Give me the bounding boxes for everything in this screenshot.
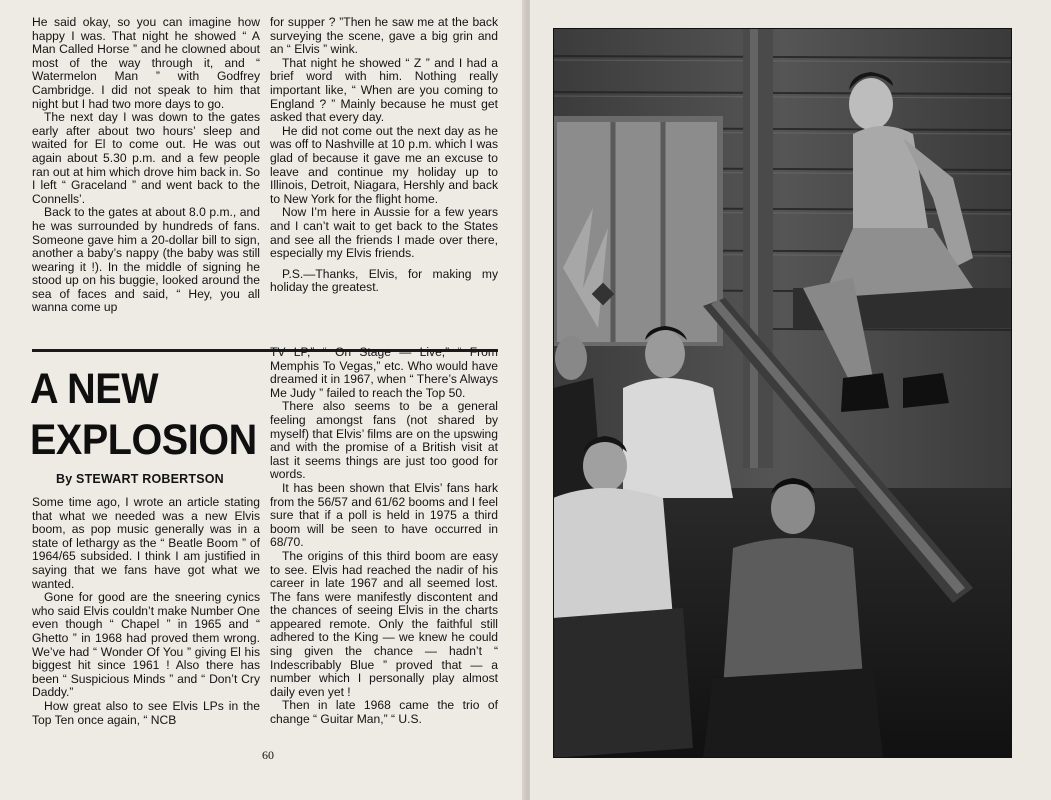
article-column-1 [32, 16, 260, 315]
article-headline [30, 364, 257, 466]
paragraph: Now I’m here in Aussie for a few years and I can’t wait to get back to the States and see all the friends I made over there, especially my Elvis friends. [270, 205, 498, 261]
paragraph: He said okay, so you can imagine how happy I was. That night he showed “ A Man Called Horse ” and he clowned about most of the way through it, and “ Watermelon Man ” with Godfrey Cambridge. I did not speak to him that night but I had two more days to go. [32, 15, 260, 111]
paragraph: He did not come out the next day as he was off to Nashville at 10 p.m. which I was glad of because it gave me an excuse to leave and continue my holiday up to Illinois, Detroit, Niagara, Hershly and back to New York for the flight home. [270, 123, 498, 206]
paragraph: That night he showed “ Z ” and I had a brief word with him. Nothing really important like, “ When are you coming to England ? ” Mainly because he must get asked that every day. [270, 55, 498, 125]
paragraph: It has been shown that Elvis’ fans hark from the 56/57 and 61/62 booms and I feel sure that if a poll is held in 1975 a third boom will be seen to have occurred in 68/70. [270, 480, 498, 550]
paragraph: The next day I was down to the gates early after about two hours’ sleep and waited for El to come out. He was out again about 5.30 p.m. and a few people ran out at him which drove him back in. So I left “ Graceland ” and went back to the Connells’. [32, 110, 260, 206]
paragraph: How great also to see Elvis LPs in the Top Ten once again, “ NCB [32, 698, 260, 727]
page-number: 60 [262, 748, 274, 762]
photo-illustration [553, 28, 1012, 758]
article-column-3 [32, 496, 260, 727]
paragraph: for supper ? ”Then he saw me at the back surveying the scene, gave a big grin and an “ Elvis ” wink. [270, 15, 498, 57]
paragraph: Then in late 1968 came the trio of change “ Guitar Man,” “ U.S. [270, 698, 498, 727]
byline: By STEWART ROBERTSON [56, 472, 224, 486]
black-and-white-photograph [553, 28, 1012, 758]
paragraph: Some time ago, I wrote an article stating that what we needed was a new Elvis boom, as pop music generally was in a state of lethargy as the “ Beatle Boom ” of 1964/65 subsided. I think I am justified in saying that we fans have got what we wanted. [32, 495, 260, 591]
paragraph: There also seems to be a general feeling amongst fans (not shared by myself) that Elvis’ films are on the upswing and with the promise of a British visit at last it seems things are just too good for words. [270, 399, 498, 482]
headline-line-1: A NEW [30, 365, 159, 413]
paragraph: Back to the gates at about 8.0 p.m., and he was surrounded by hundreds of fans. Someone gave him a 20-dollar bill to sign, another a baby’s nappy (the baby was still wearing it !). In the middle of signing he stood up on his buggie, looked around the sea of faces and said, “ Hey, you all wanna come up [32, 205, 260, 315]
paragraph: The origins of this third boom are easy to see. Elvis had reached the nadir of his career in late 1967 and all seemed lost. The fans were manifestly discontent and the chances of seeing Elvis in the charts appeared remote. Only the faithful still adhered to the King — we knew he could sing given the chance — hadn’t “ Indescribably Blue ” proved that — a number which I personally play almost daily even yet ! [270, 548, 498, 699]
postscript: P.S.—Thanks, Elvis, for making my holiday the greatest. [270, 266, 498, 295]
headline-line-2: EXPLOSION [30, 416, 257, 464]
article-column-4 [270, 346, 498, 727]
paragraph: TV LP,” “ On Stage — Live,” “ From Memphis To Vegas,” etc. Who would have dreamed it in 1967, when “ There’s Always Me Judy ” failed to reach the Top 50. [270, 345, 498, 400]
article-column-2 [270, 16, 498, 295]
paragraph: Gone for good are the sneering cynics who said Elvis couldn’t make Number One even though “ Chapel ” in 1965 and “ Ghetto ” in 1968 had proved them wrong. We’ve had “ Wonder Of You ” giving El his biggest hit since 1961 ! Also there has been “ Suspicious Minds ” and “ Don’t Cry Daddy.” [32, 590, 260, 700]
